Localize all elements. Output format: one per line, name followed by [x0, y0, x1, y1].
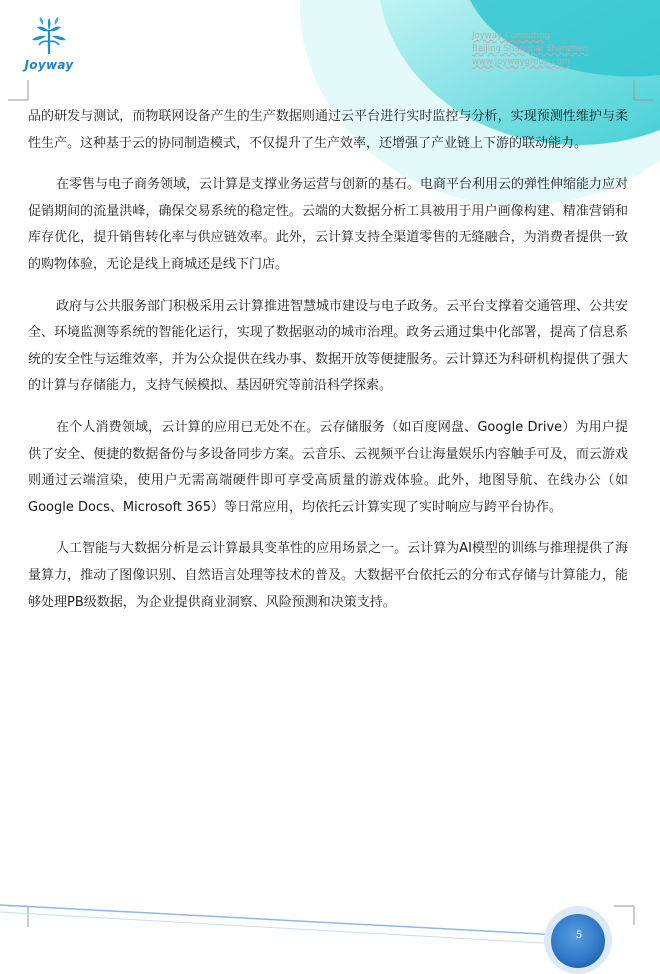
document-body [28, 104, 628, 631]
company-cities: Beijing Shanghai Shenzhen [472, 44, 588, 54]
paragraph-government: 政府与公共服务部门积极采用云计算推进智慧城市建设与电子政务。云平台支撑着交通管理、公共安全、环境监测等系统的智能化运行，实现了数据驱动的城市治理。政务云通过集中化部署，提高了信息系统的安全性与运维效率，并为公众提供在线办事、数据开放等便捷服务。云计算还为科研机构提供了强大的计算与存储能力，支持气候模拟、基因研究等前沿科学探索。 [28, 298, 629, 394]
paragraph-manufacturing-continued: 品的研发与测试，而物联网设备产生的生产数据则通过云平台进行实时监控与分析，实现预测性维护与柔性生产。这种基于云的协同制造模式，不仅提升了生产效率，还增强了产业链上下游的联动能力。 [28, 109, 628, 151]
tree-logo-icon [26, 16, 72, 56]
company-logo [24, 16, 74, 72]
company-name: Joyway Consulting [472, 31, 550, 41]
paragraph-ai-bigdata: 人工智能与大数据分析是云计算最具变革性的应用场景之一。云计算为AI模型的训练与推理提供了海量算力，推动了图像识别、自然语言处理等技术的普及。大数据平台依托云的分布式存储与计算能力，能够处理PB级数据，为企业提供商业洞察、风险预测和决策支持。 [28, 541, 628, 610]
page-number: 5 [575, 930, 583, 941]
paragraph-retail: 在零售与电子商务领域，云计算是支撑业务运营与创新的基石。电商平台利用云的弹性伸缩能力应对促销期间的流量洪峰，确保交易系统的稳定性。云端的大数据分析工具被用于用户画像构建、精准营销和库存优化，提升销售转化率与供应链效率。此外，云计算支持全渠道零售的无缝融合，为消费者提供一致的购物体验，无论是线上商城还是线下门店。 [28, 177, 629, 272]
company-website: www.joywaygroup.com [472, 57, 571, 67]
paragraph-consumer: 在个人消费领域，云计算的应用已无处不在。云存储服务（如百度网盘、Google Drive）为用户提供了安全、便捷的数据备份与多设备同步方案。云音乐、云视频平台让海量娱乐内容触手可及，而云游戏则通过云端渲染，使用户无需高端硬件即可享受高质量的游戏体验。此外，地图导航、在线办公（如Google Docs、Microsoft 365）等日常应用，均依托云计算实现了实时响应与跨平台协作。 [28, 419, 628, 515]
logo-text: Joyway [24, 58, 74, 72]
footer-sweep-lines [0, 905, 560, 944]
company-info [472, 30, 588, 69]
